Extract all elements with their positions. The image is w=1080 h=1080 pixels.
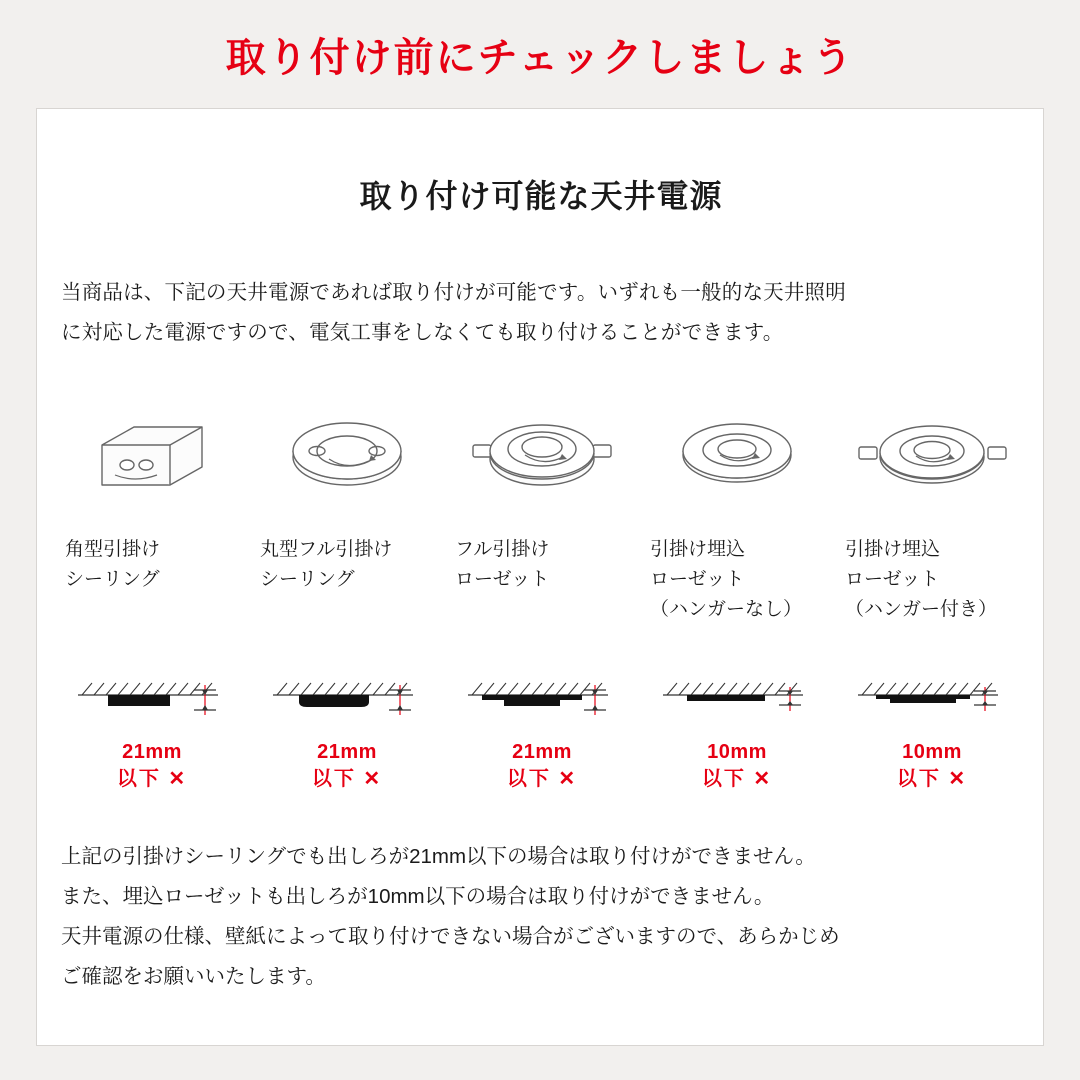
depth-round-full-rose-icon xyxy=(267,657,427,729)
depth-label-embedded-with-hanger: 10mm 以下 ✕ xyxy=(896,741,968,790)
card-title: 取り付け可能な天井電源 xyxy=(359,178,723,214)
fixture-caption-embedded-with-hanger: 引掛け埋込 ローゼット （ハンガー付き） xyxy=(845,539,998,620)
note-line-1: 上記の引掛けシーリングでも出しろが21mm以下の場合は取り付けができません。 xyxy=(61,845,816,868)
note-line-4: ご確認をお願いいたします。 xyxy=(61,965,326,988)
embedded-rosette-with-hanger-icon xyxy=(839,401,1025,513)
fixture-item-embedded-no-hanger xyxy=(644,401,830,625)
depth-full-rosette-icon xyxy=(462,657,622,729)
page-headline: 取り付け前にチェックしましょう xyxy=(225,36,855,80)
depth-item-round-full xyxy=(254,657,440,793)
fixture-caption-square: 角型引掛け シーリング xyxy=(65,539,161,590)
intro-line-1: 当商品は、下記の天井電源であれば取り付けが可能です。いずれも一般的な天井照明 xyxy=(61,281,846,304)
note-line-3: 天井電源の仕様、壁紙によって取り付けできない場合がございますので、あらかじめ xyxy=(61,925,840,948)
notes-paragraph xyxy=(61,837,1021,997)
depth-embedded-with-hanger-icon xyxy=(852,657,1012,729)
intro-line-2: に対応した電源ですので、電気工事をしなくても取り付けることができます。 xyxy=(61,321,784,344)
fixture-item-square xyxy=(59,401,245,625)
depth-label-round-full: 21mm 以下 ✕ xyxy=(311,741,383,790)
square-ceiling-rose-icon xyxy=(59,401,245,513)
note-line-2: また、埋込ローゼットも出しろが10mm以下の場合は取り付けができません。 xyxy=(61,885,775,908)
depth-label-full-rosette: 21mm 以下 ✕ xyxy=(506,741,578,790)
depth-item-square xyxy=(59,657,245,793)
info-card xyxy=(36,108,1044,1046)
depth-item-full-rosette xyxy=(449,657,635,793)
fixture-item-full-rosette xyxy=(449,401,635,625)
depth-label-embedded-no-hanger: 10mm 以下 ✕ xyxy=(701,741,773,790)
depth-row xyxy=(59,657,1025,793)
fixture-caption-embedded-no-hanger: 引掛け埋込 ローゼット （ハンガーなし） xyxy=(650,539,803,620)
fixture-caption-full-rosette: フル引掛け ローゼット xyxy=(455,539,550,590)
depth-item-embedded-with-hanger xyxy=(839,657,1025,793)
depth-square-rose-icon xyxy=(72,657,232,729)
intro-paragraph xyxy=(61,273,1021,353)
depth-item-embedded-no-hanger xyxy=(644,657,830,793)
fixture-item-round-full xyxy=(254,401,440,625)
round-full-ceiling-rose-icon xyxy=(254,401,440,513)
depth-embedded-no-hanger-icon xyxy=(657,657,817,729)
embedded-rosette-no-hanger-icon xyxy=(644,401,830,513)
full-rosette-icon xyxy=(449,401,635,513)
fixture-row xyxy=(59,401,1025,625)
depth-label-square: 21mm 以下 ✕ xyxy=(116,741,188,790)
fixture-item-embedded-with-hanger xyxy=(839,401,1025,625)
fixture-caption-round-full: 丸型フル引掛け シーリング xyxy=(260,539,393,590)
